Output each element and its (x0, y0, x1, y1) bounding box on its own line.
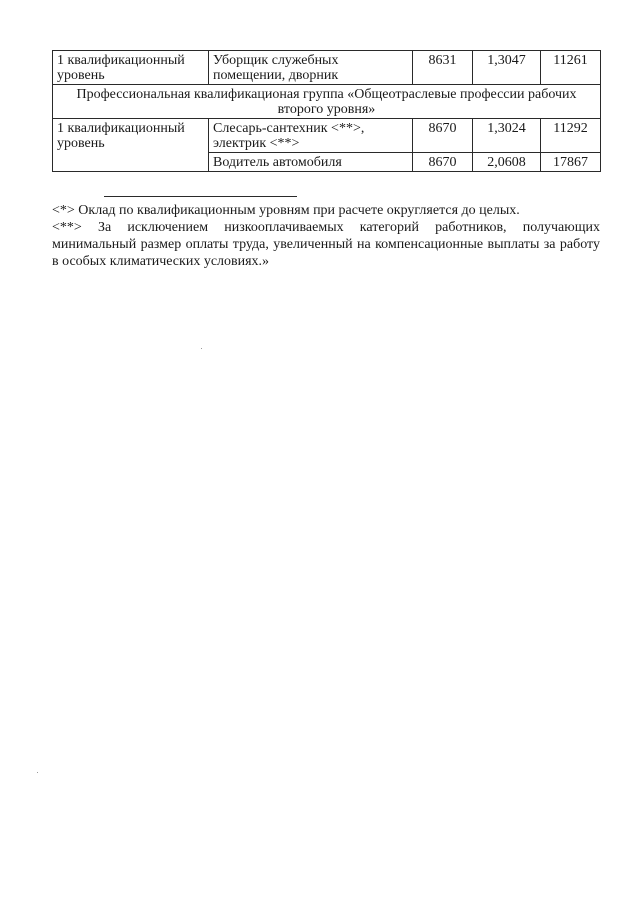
total-salary-cell: 11292 (541, 119, 601, 153)
table-row (53, 51, 601, 85)
scan-speck (37, 772, 38, 773)
base-salary-cell: 8670 (413, 153, 473, 172)
total-salary-cell: 17867 (541, 153, 601, 172)
total-salary-cell: 11261 (541, 51, 601, 85)
coefficient-cell: 2,0608 (473, 153, 541, 172)
footnotes (52, 202, 600, 270)
qualification-group-header: Профессиональная квалификационая группа «Общеотраслевые профессии рабочих второго уровня» (53, 85, 601, 119)
table-row-group-header (53, 85, 601, 119)
position-cell: Слесарь-сантехник <**>, электрик <**> (209, 119, 413, 153)
footnote-separator (104, 196, 297, 197)
table-row (53, 119, 601, 153)
qualification-level-cell: 1 квалификационный уровень (53, 51, 209, 85)
position-cell: Уборщик служебных помещении, дворник (209, 51, 413, 85)
base-salary-cell: 8631 (413, 51, 473, 85)
footnote-2: <**> За исключением низкооплачиваемых категорий работников, получающих минимальный размер оплаты труда, увеличенный на компенсационные выплаты за работу в особых климатических условиях.» (52, 220, 600, 269)
scan-speck (201, 348, 202, 349)
footnote-1: <*> Оклад по квалификационным уровням при расчете округляется до целых. (52, 203, 520, 218)
base-salary-cell: 8670 (413, 119, 473, 153)
qualification-level-cell: 1 квалификационный уровень (53, 119, 209, 172)
salary-table (52, 50, 601, 172)
coefficient-cell: 1,3024 (473, 119, 541, 153)
coefficient-cell: 1,3047 (473, 51, 541, 85)
position-cell: Водитель автомобиля (209, 153, 413, 172)
